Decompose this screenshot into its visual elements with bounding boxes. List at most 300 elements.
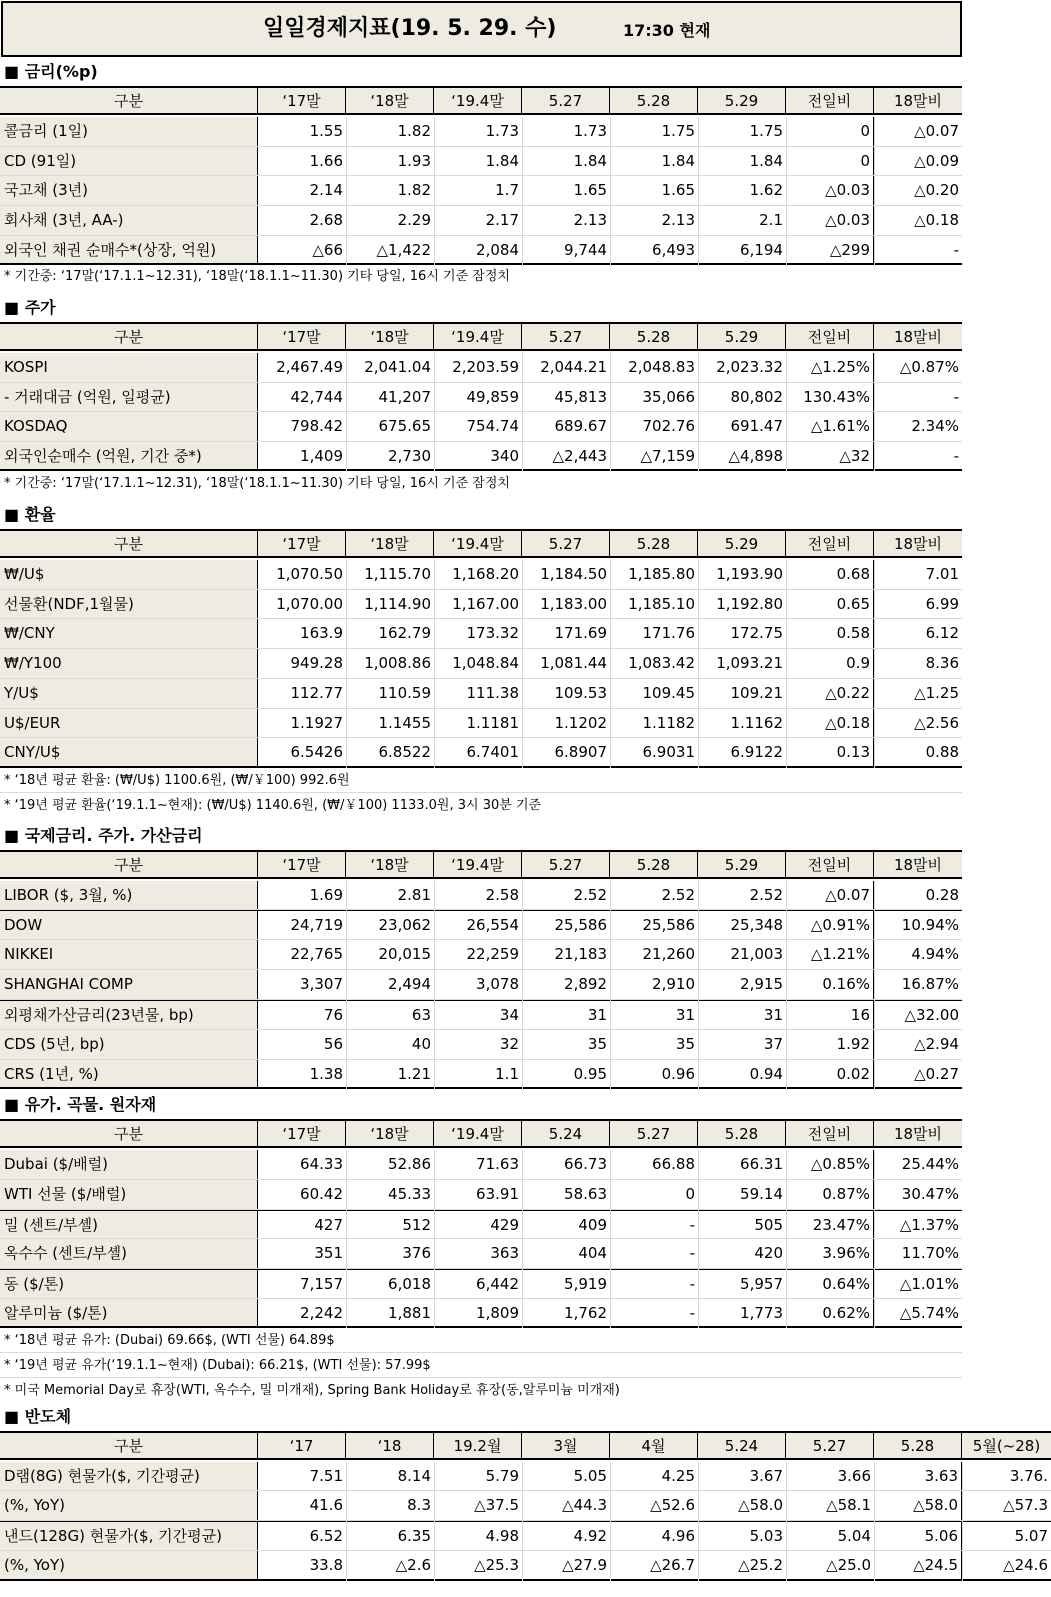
column-header: 5.27 — [522, 852, 610, 877]
table-row — [0, 1210, 962, 1239]
row-label: 낸드(128G) 현물가($, 기간평균) — [0, 1522, 258, 1550]
table-row — [0, 442, 962, 471]
table-header-row — [0, 1119, 962, 1148]
value-cell: 66.88 — [652, 1155, 695, 1173]
row-label: LIBOR ($, 3월, %) — [0, 881, 258, 909]
value-cell: 2,242 — [300, 1304, 343, 1322]
row-label: DOW — [0, 911, 258, 939]
value-cell: 1.65 — [661, 181, 695, 199]
value-cell: 33.8 — [309, 1556, 343, 1574]
value-cell: 1,185.10 — [628, 595, 695, 613]
value-cell: 702.76 — [642, 417, 695, 435]
value-cell: 1.1 — [495, 1065, 519, 1083]
column-header: ‘17말 — [258, 531, 346, 556]
column-divider — [610, 353, 611, 471]
value-cell: 1,008.86 — [364, 654, 431, 672]
value-cell: 3.63 — [874, 1462, 962, 1490]
value-cell: 31 — [763, 1006, 783, 1024]
column-header: 5.28 — [610, 88, 698, 113]
value-cell: △27.9 — [562, 1556, 607, 1574]
value-cell: 6.7401 — [466, 743, 519, 761]
column-divider — [346, 1150, 347, 1328]
value-cell: △0.03 — [786, 176, 874, 205]
column-divider — [522, 1150, 523, 1328]
value-cell: 1,762 — [564, 1304, 607, 1322]
value-cell: 3.66 — [837, 1467, 871, 1485]
value-cell: 6.5426 — [290, 743, 343, 761]
value-cell: 109.21 — [730, 684, 783, 702]
value-cell: 171.76 — [642, 624, 695, 642]
column-header: ‘19.4말 — [434, 531, 522, 556]
column-divider — [786, 881, 787, 1089]
column-divider — [962, 1462, 963, 1581]
value-cell: 2,041.04 — [364, 358, 431, 376]
column-header: 5월(~28) — [962, 1433, 1051, 1458]
value-cell: 1.82 — [397, 122, 431, 140]
value-cell: 2,467.49 — [276, 358, 343, 376]
value-cell: 8.14 — [397, 1467, 431, 1485]
value-cell: △0.07 — [786, 881, 874, 909]
value-cell: 754.74 — [466, 417, 519, 435]
column-header: 5.28 — [610, 531, 698, 556]
column-header: 4월 — [610, 1433, 698, 1458]
value-cell: 1.1927 — [290, 714, 343, 732]
value-cell: 6.12 — [925, 624, 959, 642]
value-cell: △58.0 — [874, 1491, 962, 1520]
row-label: 알루미늄 ($/톤) — [0, 1299, 258, 1326]
column-divider — [786, 353, 787, 471]
value-cell: 1.62 — [749, 181, 783, 199]
column-header: 구분 — [0, 531, 258, 556]
row-label: KOSPI — [0, 353, 258, 382]
column-header: 전일비 — [786, 1121, 874, 1146]
value-cell: 172.75 — [730, 624, 783, 642]
value-cell: 2.58 — [485, 886, 519, 904]
table-row — [0, 1521, 1051, 1551]
table-row — [0, 1239, 962, 1269]
value-cell: △58.0 — [738, 1496, 783, 1514]
column-divider — [874, 1150, 875, 1328]
value-cell: - — [953, 388, 959, 406]
table-row — [0, 709, 962, 738]
value-cell: 21,183 — [554, 945, 607, 963]
column-divider — [698, 1462, 699, 1581]
table-row — [0, 1551, 1051, 1581]
value-cell: △25.0 — [826, 1556, 871, 1574]
table-header-row — [0, 322, 962, 351]
value-cell: △2.94 — [914, 1035, 959, 1053]
value-cell: 112.77 — [290, 684, 343, 702]
value-cell: 25,348 — [730, 916, 783, 934]
value-cell: 45.33 — [388, 1185, 431, 1203]
column-header: 구분 — [0, 852, 258, 877]
value-cell: 0.95 — [573, 1065, 607, 1083]
value-cell: △1.25% — [786, 353, 874, 382]
table-row — [0, 117, 962, 147]
value-cell: 111.38 — [466, 684, 519, 702]
value-cell: 340 — [490, 447, 519, 465]
value-cell: 25,586 — [642, 916, 695, 934]
value-cell: 110.59 — [378, 684, 431, 702]
value-cell: △44.3 — [562, 1496, 607, 1514]
value-cell: 1,081.44 — [540, 654, 607, 672]
value-cell: 1.93 — [397, 152, 431, 170]
column-divider — [786, 560, 787, 768]
value-cell: 1,773 — [740, 1304, 783, 1322]
table-header-row — [0, 1431, 1051, 1460]
value-cell: 80,802 — [730, 388, 783, 406]
value-cell: 1.66 — [309, 152, 343, 170]
value-cell: 0.62% — [786, 1299, 874, 1326]
row-label: (%, YoY) — [0, 1491, 258, 1520]
value-cell: 35,066 — [642, 388, 695, 406]
value-cell: 949.28 — [290, 654, 343, 672]
section-title: ■ 반도체 — [4, 1407, 72, 1426]
row-label: ₩/CNY — [0, 619, 258, 648]
value-cell: △1.61% — [786, 412, 874, 441]
value-cell: 25,586 — [554, 916, 607, 934]
column-divider — [522, 560, 523, 768]
value-cell: △0.18 — [786, 709, 874, 737]
value-cell: 1.73 — [573, 122, 607, 140]
footnote: * ‘18년 평균 환율: (₩/U$) 1100.6원, (₩/￥100) 992.6원 — [0, 769, 962, 793]
value-cell: 1.7 — [495, 181, 519, 199]
value-cell: 0.58 — [786, 619, 874, 648]
value-cell: △1.21% — [786, 940, 874, 969]
value-cell: △2.6 — [395, 1556, 431, 1574]
row-label: (%, YoY) — [0, 1551, 258, 1579]
value-cell: 1.38 — [309, 1065, 343, 1083]
value-cell: 5,919 — [564, 1275, 607, 1293]
value-cell: - — [689, 1216, 695, 1234]
table-row — [0, 970, 962, 1000]
value-cell: △32 — [786, 442, 874, 469]
value-cell: 1,409 — [300, 447, 343, 465]
column-header: ‘19.4말 — [434, 852, 522, 877]
column-divider — [874, 560, 875, 768]
value-cell: 5.03 — [749, 1527, 783, 1545]
value-cell: 7.51 — [309, 1467, 343, 1485]
row-label: CDS (5년, bp) — [0, 1030, 258, 1059]
value-cell: 1,184.50 — [540, 565, 607, 583]
value-cell: 8.36 — [925, 654, 959, 672]
value-cell: 1,070.50 — [276, 565, 343, 583]
column-divider — [698, 117, 699, 265]
column-divider — [698, 560, 699, 768]
value-cell: 45,813 — [554, 388, 607, 406]
row-label: CD (91일) — [0, 147, 258, 175]
value-cell: 4.25 — [661, 1467, 695, 1485]
table-row — [0, 236, 962, 265]
value-cell: 2.29 — [397, 211, 431, 229]
value-cell: 5,957 — [740, 1275, 783, 1293]
value-cell: 59.14 — [740, 1185, 783, 1203]
table-row — [0, 1060, 962, 1089]
value-cell: 163.9 — [300, 624, 343, 642]
column-header: 전일비 — [786, 324, 874, 349]
row-label: 외국인 채권 순매수*(상장, 억원) — [0, 236, 258, 263]
table-row — [0, 590, 962, 619]
value-cell: 60.42 — [300, 1185, 343, 1203]
value-cell: 109.53 — [554, 684, 607, 702]
value-cell: 3,078 — [476, 975, 519, 993]
row-label: 선물환(NDF,1월물) — [0, 590, 258, 618]
value-cell: △1.01% — [899, 1275, 959, 1293]
column-header: ‘18 — [346, 1433, 434, 1458]
table-row — [0, 619, 962, 649]
value-cell: 66.73 — [564, 1155, 607, 1173]
column-divider — [698, 881, 699, 1089]
footnote: * ‘18년 평균 유가: (Dubai) 69.66$, (WTI 선물) 64.89$ — [0, 1329, 962, 1353]
row-label: CNY/U$ — [0, 738, 258, 766]
value-cell: 1.82 — [397, 181, 431, 199]
value-cell: 0.96 — [661, 1065, 695, 1083]
column-divider — [522, 1462, 523, 1581]
column-header: 구분 — [0, 1433, 258, 1458]
column-header: 18말비 — [874, 324, 962, 349]
value-cell: 71.63 — [476, 1155, 519, 1173]
value-cell: 1,168.20 — [452, 565, 519, 583]
column-header: ‘17말 — [258, 88, 346, 113]
value-cell: 41.6 — [309, 1496, 343, 1514]
row-label: NIKKEI — [0, 940, 258, 969]
value-cell: 4.98 — [485, 1527, 519, 1545]
value-cell: 1.1162 — [730, 714, 783, 732]
column-header: 구분 — [0, 324, 258, 349]
value-cell: 7.01 — [925, 565, 959, 583]
value-cell: 16 — [786, 1001, 874, 1029]
value-cell: 0.13 — [786, 738, 874, 766]
value-cell: 6.8907 — [554, 743, 607, 761]
value-cell: 2,910 — [652, 975, 695, 993]
value-cell: 5.79 — [485, 1467, 519, 1485]
value-cell: 6.99 — [925, 595, 959, 613]
row-label: ₩/U$ — [0, 560, 258, 589]
column-divider — [610, 1150, 611, 1328]
column-divider — [874, 117, 875, 265]
value-cell: 2.34% — [911, 417, 959, 435]
value-cell: 31 — [587, 1006, 607, 1024]
value-cell: 171.69 — [554, 624, 607, 642]
column-header: 구분 — [0, 1121, 258, 1146]
value-cell: 404 — [578, 1244, 607, 1262]
column-divider — [874, 881, 875, 1089]
table-row — [0, 412, 962, 442]
value-cell: 1.1182 — [642, 714, 695, 732]
value-cell: 3.76. — [1009, 1467, 1048, 1485]
value-cell: 0 — [786, 117, 874, 146]
column-header: 5.28 — [874, 1433, 962, 1458]
column-header: 18말비 — [874, 88, 962, 113]
column-header: ‘17말 — [258, 324, 346, 349]
value-cell: 1.69 — [309, 886, 343, 904]
value-cell: 1.75 — [749, 122, 783, 140]
value-cell: - — [953, 241, 959, 259]
value-cell: 9,744 — [564, 241, 607, 259]
value-cell: 109.45 — [642, 684, 695, 702]
value-cell: 1,070.00 — [276, 595, 343, 613]
column-header: 5.28 — [610, 324, 698, 349]
row-label: CRS (1년, %) — [0, 1060, 258, 1087]
column-header: 19.2월 — [434, 1433, 522, 1458]
value-cell: 2.52 — [661, 886, 695, 904]
table-row — [0, 881, 962, 910]
table-row — [0, 1462, 1051, 1491]
column-divider — [610, 117, 611, 265]
column-divider — [522, 881, 523, 1089]
column-divider — [346, 560, 347, 768]
value-cell: △0.85% — [786, 1150, 874, 1179]
value-cell: 130.43% — [786, 383, 874, 411]
value-cell: 3.96% — [786, 1239, 874, 1268]
column-header: ‘19.4말 — [434, 324, 522, 349]
value-cell: 21,260 — [642, 945, 695, 963]
column-divider — [434, 881, 435, 1089]
value-cell: 5.07 — [1014, 1527, 1048, 1545]
value-cell: 3.67 — [749, 1467, 783, 1485]
column-header: 전일비 — [786, 852, 874, 877]
column-header: 5.29 — [698, 324, 786, 349]
column-header: ‘19.4말 — [434, 1121, 522, 1146]
value-cell: 1,114.90 — [364, 595, 431, 613]
column-divider — [610, 881, 611, 1089]
row-label: 동 ($/톤) — [0, 1270, 258, 1298]
table-row — [0, 1180, 962, 1210]
column-divider — [434, 117, 435, 265]
value-cell: 23.47% — [786, 1211, 874, 1238]
column-divider — [786, 1462, 787, 1581]
value-cell: 173.32 — [466, 624, 519, 642]
value-cell: 2.81 — [397, 886, 431, 904]
column-header: 5.29 — [698, 852, 786, 877]
column-header: 5.28 — [610, 852, 698, 877]
value-cell: 23,062 — [378, 916, 431, 934]
value-cell: 5.04 — [837, 1527, 871, 1545]
value-cell: 0 — [786, 147, 874, 175]
value-cell: 56 — [323, 1035, 343, 1053]
value-cell: 4.96 — [661, 1527, 695, 1545]
value-cell: 4.94% — [911, 945, 959, 963]
value-cell: 798.42 — [290, 417, 343, 435]
value-cell: 1.1202 — [554, 714, 607, 732]
value-cell: 34 — [499, 1006, 519, 1024]
value-cell: 2.1 — [759, 211, 783, 229]
column-header: 3월 — [522, 1433, 610, 1458]
value-cell: △0.03 — [786, 206, 874, 235]
value-cell: - — [689, 1275, 695, 1293]
value-cell: 32 — [499, 1035, 519, 1053]
value-cell: 2.17 — [485, 211, 519, 229]
table-row — [0, 1150, 962, 1180]
row-label: 밀 (센트/부셸) — [0, 1211, 258, 1238]
column-divider — [698, 1150, 699, 1328]
value-cell: - — [953, 447, 959, 465]
row-label: 외국인순매수 (억원, 기간 중*) — [0, 442, 258, 469]
value-cell: 63 — [411, 1006, 431, 1024]
row-label: 콜금리 (1일) — [0, 117, 258, 146]
value-cell: 31 — [675, 1006, 695, 1024]
row-label: Y/U$ — [0, 679, 258, 708]
value-cell: 2,044.21 — [540, 358, 607, 376]
value-cell: 22,259 — [466, 945, 519, 963]
value-cell: △2.56 — [914, 714, 959, 732]
table-row — [0, 1000, 962, 1030]
value-cell: 58.63 — [564, 1185, 607, 1203]
footnote: * 미국 Memorial Day로 휴장(WTI, 옥수수, 밀 미개재), Spring Bank Holiday로 휴장(동,알루미늄 미개재) — [4, 1383, 620, 1398]
table-header-row — [0, 86, 962, 115]
value-cell: 2.13 — [573, 211, 607, 229]
value-cell: 25.44% — [901, 1155, 959, 1173]
value-cell: 1.21 — [397, 1065, 431, 1083]
footnote: * 기간중: ‘17말(‘17.1.1~12.31), ‘18말(‘18.1.1~11.30) 기타 당일, 16시 기준 잠정치 — [4, 269, 510, 284]
value-cell: 6.52 — [309, 1527, 343, 1545]
value-cell: 30.47% — [901, 1185, 959, 1203]
value-cell: 6,493 — [652, 241, 695, 259]
value-cell: 0.9 — [786, 649, 874, 678]
column-header: 5.29 — [698, 531, 786, 556]
column-header: 전일비 — [786, 531, 874, 556]
value-cell: 2,730 — [388, 447, 431, 465]
column-divider — [434, 1150, 435, 1328]
value-cell: △0.18 — [914, 211, 959, 229]
table-row — [0, 353, 962, 383]
value-cell: 2.52 — [749, 886, 783, 904]
column-header: 5.24 — [698, 1433, 786, 1458]
value-cell: 1.84 — [661, 152, 695, 170]
value-cell: △1.25 — [914, 684, 959, 702]
value-cell: △7,159 — [640, 447, 695, 465]
value-cell: 2.14 — [309, 181, 343, 199]
value-cell: 7,157 — [300, 1275, 343, 1293]
column-header: ‘17말 — [258, 852, 346, 877]
column-divider — [786, 1150, 787, 1328]
value-cell: 351 — [314, 1244, 343, 1262]
value-cell: 4.92 — [573, 1527, 607, 1545]
value-cell: △299 — [786, 236, 874, 263]
section-title: ■ 국제금리. 주가. 가산금리 — [4, 826, 203, 845]
column-divider — [346, 1462, 347, 1581]
value-cell: △52.6 — [650, 1496, 695, 1514]
value-cell: 1,809 — [476, 1304, 519, 1322]
value-cell: 21,003 — [730, 945, 783, 963]
value-cell: 0.64% — [786, 1270, 874, 1298]
value-cell: 37 — [763, 1035, 783, 1053]
value-cell: 6.8522 — [378, 743, 431, 761]
value-cell: 2,915 — [740, 975, 783, 993]
value-cell: 42,744 — [290, 388, 343, 406]
value-cell: 2,203.59 — [452, 358, 519, 376]
table-row — [0, 560, 962, 590]
value-cell: △5.74% — [899, 1304, 959, 1322]
value-cell: 2,023.32 — [716, 358, 783, 376]
row-label: - 거래대금 (억원, 일평균) — [0, 383, 258, 411]
value-cell: 22,765 — [290, 945, 343, 963]
value-cell: 35 — [587, 1035, 607, 1053]
column-header: 전일비 — [786, 88, 874, 113]
column-header: ‘19.4말 — [434, 88, 522, 113]
value-cell: 691.47 — [730, 417, 783, 435]
table-row — [0, 940, 962, 970]
value-cell: 41,207 — [378, 388, 431, 406]
value-cell: 1.1181 — [466, 714, 519, 732]
value-cell: 675.65 — [378, 417, 431, 435]
value-cell: △32.00 — [904, 1006, 959, 1024]
title-box — [1, 1, 962, 57]
value-cell: 11.70% — [901, 1244, 959, 1262]
value-cell: 1,115.70 — [364, 565, 431, 583]
table-row — [0, 910, 962, 940]
row-label: SHANGHAI COMP — [0, 970, 258, 999]
